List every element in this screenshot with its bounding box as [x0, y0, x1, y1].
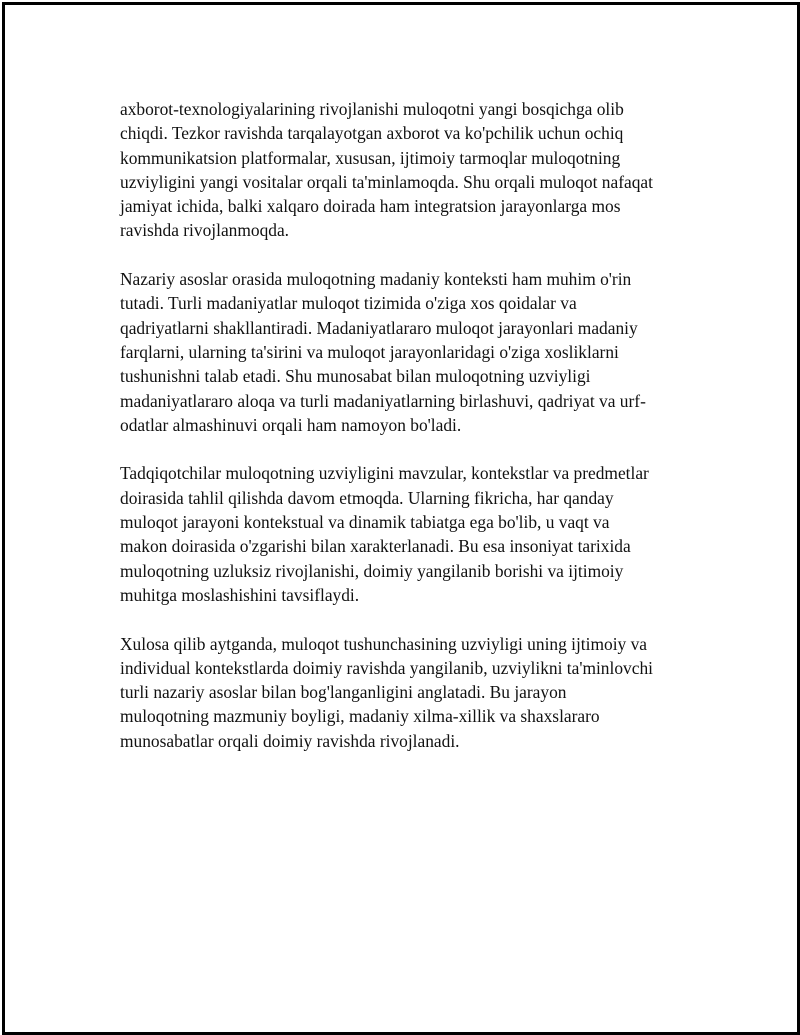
- document-body: [120, 97, 700, 777]
- text-line: doirasida tahlil qilishda davom etmoqda. Ularning fikricha, har qanday: [120, 487, 614, 508]
- text-line: axborot-texnologiyalarining rivojlanishi muloqotni yangi bosqichga olib: [120, 99, 624, 119]
- text-line: tutadi. Turli madaniyatlar muloqot tizimida o'ziga xos qoidalar va: [120, 293, 577, 314]
- text-line: individual kontekstlarda doimiy ravishda yangilanib, uzviylikni ta'minlovchi: [120, 657, 653, 678]
- page-frame: [2, 2, 800, 1035]
- text-line: jamiyat ichida, balki xalqaro doirada ham integratsion jarayonlarga mos: [120, 196, 621, 217]
- text-line: muhitga moslashishini tavsiflaydi.: [120, 584, 360, 605]
- text-line: muloqotning mazmuniy boyligi, madaniy xilma-xillik va shaxslararo: [120, 706, 600, 727]
- text-line: turli nazariy asoslar bilan bog'langanligini anglatadi. Bu jarayon: [120, 682, 567, 703]
- text-line: ravishda rivojlanmoqda.: [120, 220, 290, 241]
- text-line: muloqot jarayoni kontekstual va dinamik tabiatga ega bo'lib, u vaqt va: [120, 512, 610, 533]
- text-line: madaniyatlararo aloqa va turli madaniyatlarning birlashuvi, qadriyat va urf-: [120, 390, 646, 411]
- text-line: qadriyatlarni shakllantiradi. Madaniyatlararo muloqot jarayonlari madaniy: [120, 317, 638, 338]
- text-line: tushunishni talab etadi. Shu munosabat bilan muloqotning uzviyligi: [120, 366, 591, 387]
- text-line: farqlarni, ularning ta'sirini va muloqot jarayonlaridagi o'ziga xosliklarni: [120, 341, 619, 362]
- paragraph-4: [120, 632, 700, 753]
- paragraph-1: [120, 97, 700, 243]
- text-line: muloqotning uzluksiz rivojlanishi, doimiy yangilanib borishi va ijtimoiy: [120, 560, 624, 581]
- paragraph-3: [120, 461, 700, 607]
- text-line: Xulosa qilib aytganda, muloqot tushunchasining uzviyligi uning ijtimoiy va: [120, 633, 647, 654]
- text-line: uzviyligini yangi vositalar orqali ta'minlamoqda. Shu orqali muloqot nafaqat: [120, 171, 653, 192]
- text-line: odatlar almashinuvi orqali ham namoyon bo'ladi.: [120, 414, 462, 435]
- text-line: Tadqiqotchilar muloqotning uzviyligini mavzular, kontekstlar va predmetlar: [120, 463, 649, 484]
- text-line: kommunikatsion platformalar, xususan, ijtimoiy tarmoqlar muloqotning: [120, 147, 621, 168]
- text-line: Nazariy asoslar orasida muloqotning madaniy konteksti ham muhim o'rin: [120, 269, 632, 290]
- paragraph-2: [120, 267, 700, 437]
- text-line: munosabatlar orqali doimiy ravishda rivojlanadi.: [120, 730, 460, 751]
- text-line: makon doirasida o'zgarishi bilan xarakterlanadi. Bu esa insoniyat tarixida: [120, 536, 631, 557]
- text-line: chiqdi. Tezkor ravishda tarqalayotgan axborot va ko'pchilik uchun ochiq: [120, 123, 624, 144]
